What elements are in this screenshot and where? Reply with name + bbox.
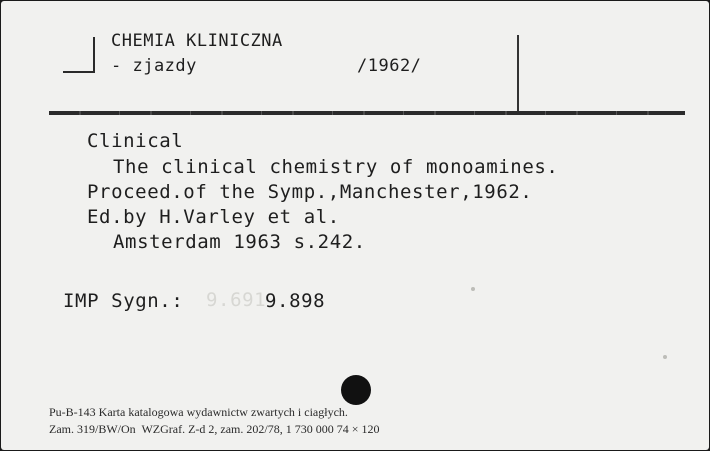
- header-subdivision: - zjazdy: [111, 56, 197, 76]
- paper-speck: [663, 355, 667, 359]
- footer-card-type: Pu-B-143 Karta katalogowa wydawnictw zwartych i ciagłych.: [49, 405, 348, 419]
- entry-proceedings: Proceed.of the Symp.,Manchester,1962.: [87, 181, 533, 203]
- entry-heading: Clinical: [87, 130, 184, 152]
- header-rule: [49, 111, 685, 115]
- footer-print-info: Zam. 319/BW/On WZGraf. Z-d 2, zam. 202/78, 1 730 000 74 × 120: [49, 422, 380, 436]
- entry-editor: Ed.by H.Varley et al.: [87, 206, 340, 228]
- bracket-mark-horizontal: [63, 71, 95, 73]
- signature-faded-value: 9.691: [206, 289, 267, 311]
- punch-hole: [341, 375, 371, 405]
- header-subject: CHEMIA KLINICZNA: [111, 31, 283, 51]
- header-divider: [517, 35, 519, 111]
- signature-label: IMP Sygn.:: [63, 290, 184, 312]
- paper-speck: [471, 287, 475, 291]
- entry-publication: Amsterdam 1963 s.242.: [113, 231, 366, 253]
- signature-value: 9.898: [265, 290, 326, 312]
- entry-title: The clinical chemistry of monoamines.: [113, 156, 559, 178]
- catalog-card: [1, 1, 709, 450]
- header-year: /1962/: [357, 56, 422, 76]
- bracket-mark-vertical: [93, 37, 95, 73]
